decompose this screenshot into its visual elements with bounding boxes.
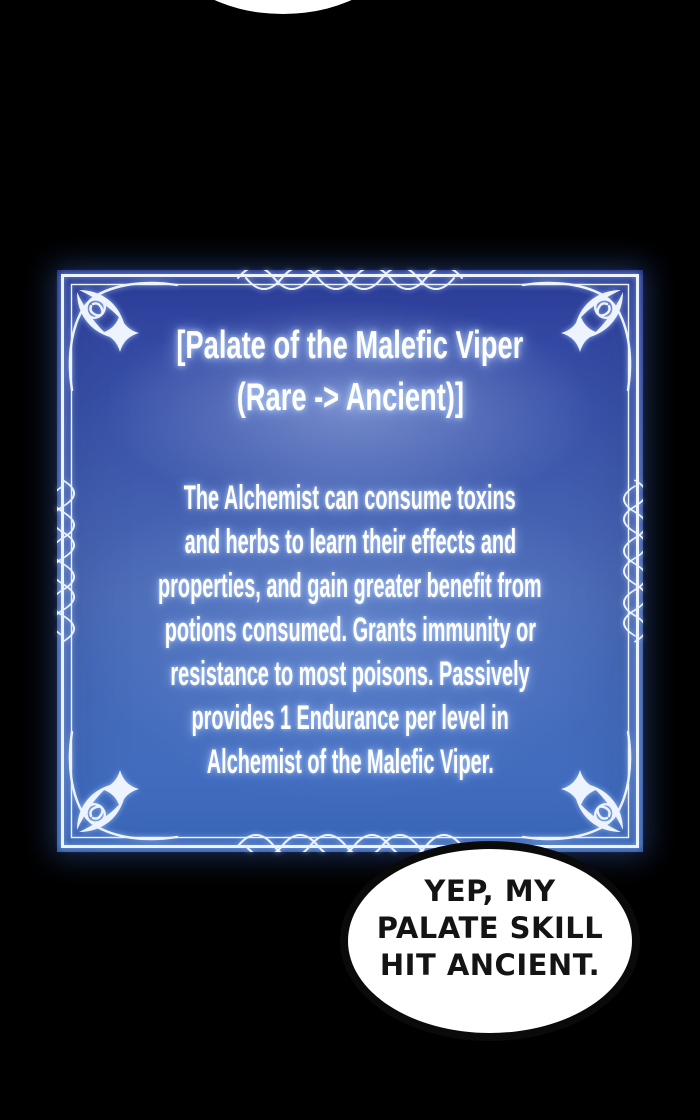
skill-description-line: potions consumed. Grants immunity or [164, 610, 536, 649]
skill-description-line: The Alchemist can consume toxins [184, 478, 516, 517]
skill-description [57, 476, 643, 784]
previous-speech-bubble-remnant [168, 0, 398, 14]
skill-title-line: (Rare -> Ancient)] [236, 376, 464, 419]
speech-line: PALATE SKILL [376, 910, 604, 945]
skill-description-line: Alchemist of the Malefic Viper. [206, 742, 494, 781]
speech-line: HIT ANCIENT. [379, 947, 601, 982]
speech-bubble [340, 841, 640, 1041]
skill-description-line: provides 1 Endurance per level in [191, 698, 509, 737]
edge-wave-top [238, 270, 462, 289]
skill-status-panel [57, 270, 643, 852]
speech-line: YEP, MY [424, 873, 556, 908]
skill-title-line: [Palate of the Malefic Viper [176, 324, 524, 367]
skill-description-line: resistance to most poisons. Passively [170, 654, 530, 693]
skill-description-line: and herbs to learn their effects and [184, 522, 516, 561]
speech-bubble-text [377, 873, 604, 984]
skill-title [57, 320, 643, 424]
skill-description-line: properties, and gain greater benefit from [158, 566, 542, 605]
